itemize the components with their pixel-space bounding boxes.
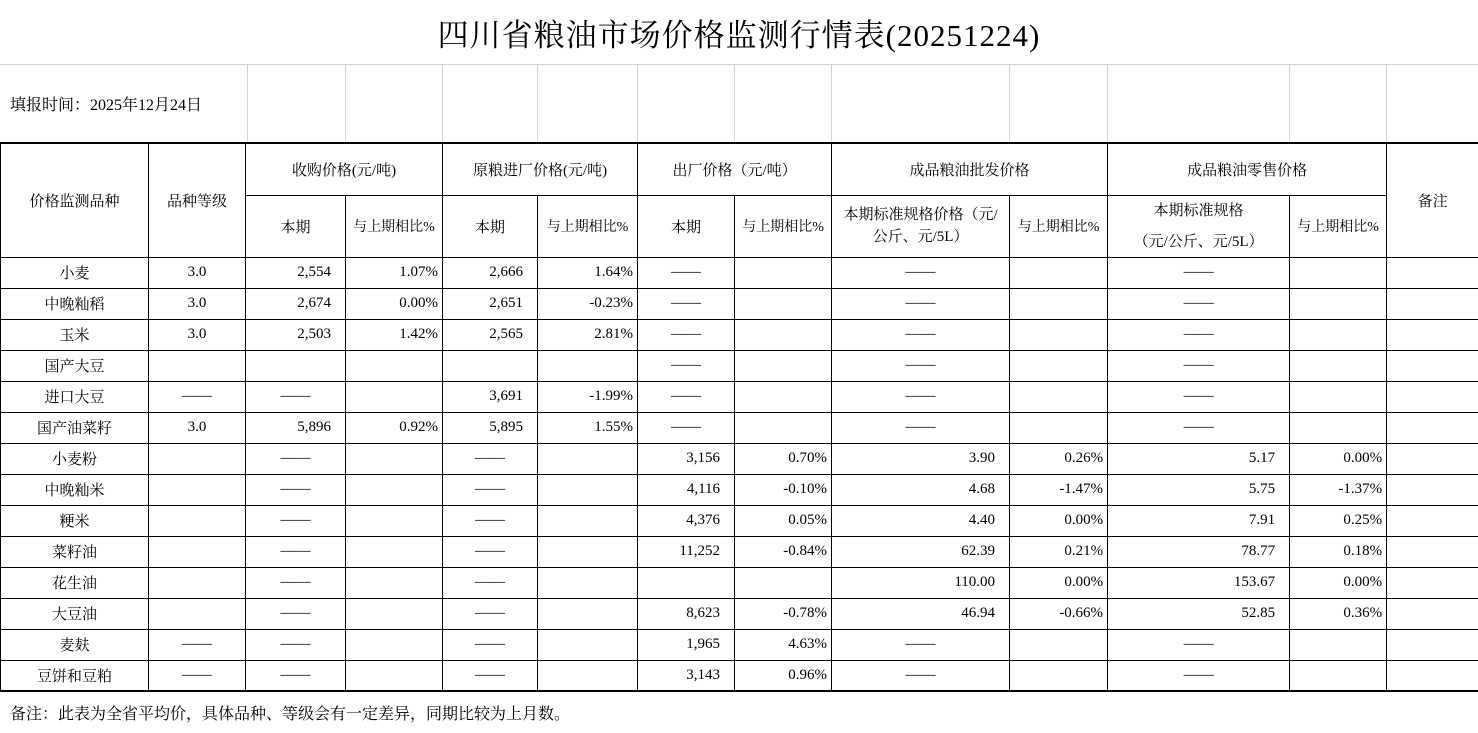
header-exfactory-group: 出厂价格（元/吨） [638,143,832,195]
cell-exfactory-change: -0.84% [735,536,832,567]
cell-retail-price: —— [1108,412,1290,443]
cell-raw-in-price: —— [443,536,538,567]
header-retail-spec [1108,195,1290,257]
cell-raw-in-change: 1.55% [538,412,638,443]
cell-retail-change [1290,629,1387,660]
cell-retail-change: 0.18% [1290,536,1387,567]
cell-remark [1387,381,1478,412]
cell-raw-in-change: -0.23% [538,288,638,319]
cell-retail-change [1290,381,1387,412]
header-wholesale-group: 成品粮油批发价格 [832,143,1108,195]
table-row [1,505,1478,536]
cell-retail-price: 78.77 [1108,536,1290,567]
header-retail-spec-line2: （元/公斤、元/5L） [1108,231,1289,253]
cell-exfactory-price: 11,252 [638,536,735,567]
cell-grade [149,598,246,629]
header-retail-vs-prev: 与上期相比% [1290,195,1387,257]
cell-wholesale-change [1010,350,1108,381]
cell-purchase-change: 1.42% [346,319,443,350]
cell-raw-in-price: —— [443,505,538,536]
cell-retail-change: 0.00% [1290,567,1387,598]
cell-purchase-change: 1.07% [346,257,443,288]
cell-exfactory-change: 0.70% [735,443,832,474]
footer-note: 备注：此表为全省平均价，具体品种、等级会有一定差异，同期比较为上月数。 [0,701,570,724]
cell-exfactory-change: -0.10% [735,474,832,505]
cell-purchase-change [346,660,443,691]
cell-product-name: 花生油 [1,567,149,598]
cell-product-name: 国产大豆 [1,350,149,381]
cell-exfactory-price: —— [638,350,735,381]
gridline [734,65,735,142]
cell-exfactory-price: —— [638,381,735,412]
cell-retail-price: —— [1108,660,1290,691]
cell-product-name: 豆饼和豆粕 [1,660,149,691]
table-row [1,598,1478,629]
cell-retail-price: 52.85 [1108,598,1290,629]
cell-remark [1387,319,1478,350]
gridline [442,65,443,142]
cell-wholesale-change: -0.66% [1010,598,1108,629]
cell-raw-in-change [538,350,638,381]
header-remark: 备注 [1387,143,1478,257]
cell-remark [1387,412,1478,443]
cell-purchase-change [346,381,443,412]
cell-product-name: 玉米 [1,319,149,350]
header-exfactory-current: 本期 [638,195,735,257]
gridline [831,65,832,142]
report-date: 填报时间：2025年12月24日 [10,65,202,142]
cell-retail-price: 5.75 [1108,474,1290,505]
table-body [1,257,1478,691]
cell-remark [1387,288,1478,319]
header-grade: 品种等级 [149,143,246,257]
cell-grade [149,536,246,567]
gridline [345,65,346,142]
cell-raw-in-change: 1.64% [538,257,638,288]
cell-raw-in-price: —— [443,474,538,505]
table-row [1,660,1478,691]
cell-purchase-change [346,350,443,381]
cell-wholesale-price: —— [832,629,1010,660]
cell-retail-change [1290,257,1387,288]
header-wholesale-spec [832,195,1010,257]
cell-product-name: 小麦 [1,257,149,288]
cell-purchase-price: —— [246,443,346,474]
cell-grade [149,505,246,536]
header-product: 价格监测品种 [1,143,149,257]
page-title: 四川省粮油市场价格监测行情表(20251224) [438,10,1041,55]
cell-raw-in-price: —— [443,443,538,474]
gridline [1009,65,1010,142]
cell-wholesale-price: —— [832,288,1010,319]
cell-raw-in-price: —— [443,660,538,691]
cell-raw-in-change [538,567,638,598]
cell-retail-price: —— [1108,629,1290,660]
cell-exfactory-change [735,288,832,319]
cell-raw-in-change: -1.99% [538,381,638,412]
gridline [537,65,538,142]
cell-purchase-price: —— [246,505,346,536]
title-band [0,0,1478,64]
cell-raw-in-price [443,350,538,381]
price-table [0,142,1478,692]
cell-raw-in-price: 3,691 [443,381,538,412]
table-row [1,381,1478,412]
cell-purchase-price: 2,674 [246,288,346,319]
cell-retail-change [1290,319,1387,350]
cell-exfactory-price [638,567,735,598]
cell-purchase-change [346,598,443,629]
cell-grade [149,474,246,505]
header-purchase-group: 收购价格(元/吨) [246,143,443,195]
cell-grade [149,443,246,474]
cell-raw-in-price: 2,651 [443,288,538,319]
cell-retail-change [1290,288,1387,319]
cell-wholesale-price: 4.40 [832,505,1010,536]
table-row [1,474,1478,505]
gridline [1386,65,1387,142]
cell-exfactory-price: 3,156 [638,443,735,474]
header-wholesale-spec-line1: 本期标准规格价格（元/ [832,204,1009,226]
cell-retail-price: —— [1108,350,1290,381]
gridline [1107,65,1108,142]
header-exfactory-vs-prev: 与上期相比% [735,195,832,257]
cell-wholesale-price: 110.00 [832,567,1010,598]
cell-exfactory-change: 4.63% [735,629,832,660]
cell-raw-in-price: 2,565 [443,319,538,350]
cell-wholesale-change [1010,288,1108,319]
cell-retail-change: 0.00% [1290,443,1387,474]
cell-product-name: 国产油菜籽 [1,412,149,443]
meta-band [0,64,1478,142]
cell-retail-price: —— [1108,288,1290,319]
cell-product-name: 中晚籼米 [1,474,149,505]
cell-purchase-change: 0.92% [346,412,443,443]
header-retail-group: 成品粮油零售价格 [1108,143,1387,195]
cell-purchase-change [346,443,443,474]
cell-raw-in-change [538,629,638,660]
cell-purchase-price: 5,896 [246,412,346,443]
cell-exfactory-change [735,412,832,443]
cell-wholesale-change: -1.47% [1010,474,1108,505]
cell-exfactory-price: —— [638,288,735,319]
cell-wholesale-change: 0.26% [1010,443,1108,474]
cell-product-name: 大豆油 [1,598,149,629]
cell-raw-in-change: 2.81% [538,319,638,350]
cell-product-name: 粳米 [1,505,149,536]
cell-retail-change [1290,660,1387,691]
gridline [247,65,248,142]
cell-raw-in-price: —— [443,629,538,660]
cell-purchase-price: —— [246,536,346,567]
cell-wholesale-price: 62.39 [832,536,1010,567]
cell-wholesale-change [1010,660,1108,691]
cell-purchase-price: 2,503 [246,319,346,350]
cell-wholesale-change [1010,319,1108,350]
cell-product-name: 小麦粉 [1,443,149,474]
header-wholesale-spec-line2: 公斤、元/5L） [832,226,1009,248]
cell-remark [1387,257,1478,288]
cell-wholesale-price: —— [832,660,1010,691]
cell-grade: 3.0 [149,288,246,319]
cell-wholesale-price: —— [832,257,1010,288]
cell-exfactory-change [735,319,832,350]
cell-remark [1387,629,1478,660]
cell-purchase-price: —— [246,598,346,629]
cell-retail-change [1290,350,1387,381]
cell-retail-change [1290,412,1387,443]
cell-raw-in-price: 2,666 [443,257,538,288]
cell-purchase-price: —— [246,567,346,598]
cell-exfactory-change [735,567,832,598]
cell-exfactory-price: 3,143 [638,660,735,691]
footer-band [0,692,1478,733]
header-retail-spec-line1: 本期标准规格 [1108,200,1289,222]
header-raw-group: 原粮进厂价格(元/吨) [443,143,638,195]
cell-exfactory-price: —— [638,257,735,288]
cell-wholesale-change [1010,412,1108,443]
cell-wholesale-price: —— [832,412,1010,443]
cell-exfactory-price: —— [638,412,735,443]
cell-retail-price: —— [1108,381,1290,412]
cell-exfactory-price: 4,116 [638,474,735,505]
cell-grade [149,567,246,598]
header-row-groups [1,143,1478,195]
cell-grade: —— [149,381,246,412]
cell-wholesale-change [1010,381,1108,412]
cell-exfactory-change [735,257,832,288]
cell-retail-price: —— [1108,319,1290,350]
cell-remark [1387,443,1478,474]
cell-exfactory-price: —— [638,319,735,350]
cell-wholesale-price: 46.94 [832,598,1010,629]
cell-exfactory-change: -0.78% [735,598,832,629]
table-row [1,629,1478,660]
cell-remark [1387,598,1478,629]
cell-remark [1387,350,1478,381]
cell-raw-in-change [538,536,638,567]
cell-raw-in-price: 5,895 [443,412,538,443]
cell-grade: 3.0 [149,412,246,443]
gridline [637,65,638,142]
table-row [1,319,1478,350]
cell-grade: 3.0 [149,257,246,288]
cell-remark [1387,567,1478,598]
cell-wholesale-price: —— [832,350,1010,381]
cell-retail-change: -1.37% [1290,474,1387,505]
cell-grade: 3.0 [149,319,246,350]
table-row [1,536,1478,567]
cell-raw-in-change [538,660,638,691]
cell-product-name: 进口大豆 [1,381,149,412]
cell-wholesale-price: 4.68 [832,474,1010,505]
cell-wholesale-change: 0.00% [1010,505,1108,536]
cell-exfactory-price: 8,623 [638,598,735,629]
cell-remark [1387,660,1478,691]
cell-exfactory-change [735,350,832,381]
cell-purchase-price: 2,554 [246,257,346,288]
cell-wholesale-change: 0.00% [1010,567,1108,598]
cell-purchase-price: —— [246,474,346,505]
cell-wholesale-change [1010,629,1108,660]
cell-raw-in-change [538,598,638,629]
cell-grade [149,350,246,381]
header-purchase-vs-prev: 与上期相比% [346,195,443,257]
cell-wholesale-price: —— [832,319,1010,350]
cell-raw-in-price: —— [443,598,538,629]
cell-wholesale-change [1010,257,1108,288]
table-row [1,288,1478,319]
cell-purchase-price: —— [246,381,346,412]
cell-retail-price: 7.91 [1108,505,1290,536]
table-row [1,567,1478,598]
cell-raw-in-change [538,474,638,505]
cell-purchase-price: —— [246,629,346,660]
header-wholesale-vs-prev: 与上期相比% [1010,195,1108,257]
cell-purchase-change [346,567,443,598]
cell-wholesale-change: 0.21% [1010,536,1108,567]
cell-wholesale-price: 3.90 [832,443,1010,474]
cell-product-name: 中晚籼稻 [1,288,149,319]
table-row [1,412,1478,443]
cell-remark [1387,474,1478,505]
cell-retail-change: 0.36% [1290,598,1387,629]
cell-exfactory-change [735,381,832,412]
cell-purchase-change [346,629,443,660]
cell-retail-price: —— [1108,257,1290,288]
cell-raw-in-change [538,443,638,474]
cell-purchase-change [346,536,443,567]
cell-product-name: 菜籽油 [1,536,149,567]
header-raw-current: 本期 [443,195,538,257]
cell-retail-price: 5.17 [1108,443,1290,474]
cell-grade: —— [149,660,246,691]
cell-raw-in-change [538,505,638,536]
table-row [1,350,1478,381]
table-row [1,257,1478,288]
cell-purchase-change [346,505,443,536]
cell-purchase-change [346,474,443,505]
cell-exfactory-change: 0.96% [735,660,832,691]
cell-raw-in-price: —— [443,567,538,598]
cell-retail-change: 0.25% [1290,505,1387,536]
cell-exfactory-price: 1,965 [638,629,735,660]
gridline [1289,65,1290,142]
header-purchase-current: 本期 [246,195,346,257]
cell-retail-price: 153.67 [1108,567,1290,598]
cell-exfactory-price: 4,376 [638,505,735,536]
cell-purchase-price: —— [246,660,346,691]
cell-wholesale-price: —— [832,381,1010,412]
cell-remark [1387,505,1478,536]
cell-purchase-change: 0.00% [346,288,443,319]
cell-purchase-price [246,350,346,381]
cell-remark [1387,536,1478,567]
cell-grade: —— [149,629,246,660]
table-row [1,443,1478,474]
cell-product-name: 麦麸 [1,629,149,660]
cell-exfactory-change: 0.05% [735,505,832,536]
header-raw-vs-prev: 与上期相比% [538,195,638,257]
